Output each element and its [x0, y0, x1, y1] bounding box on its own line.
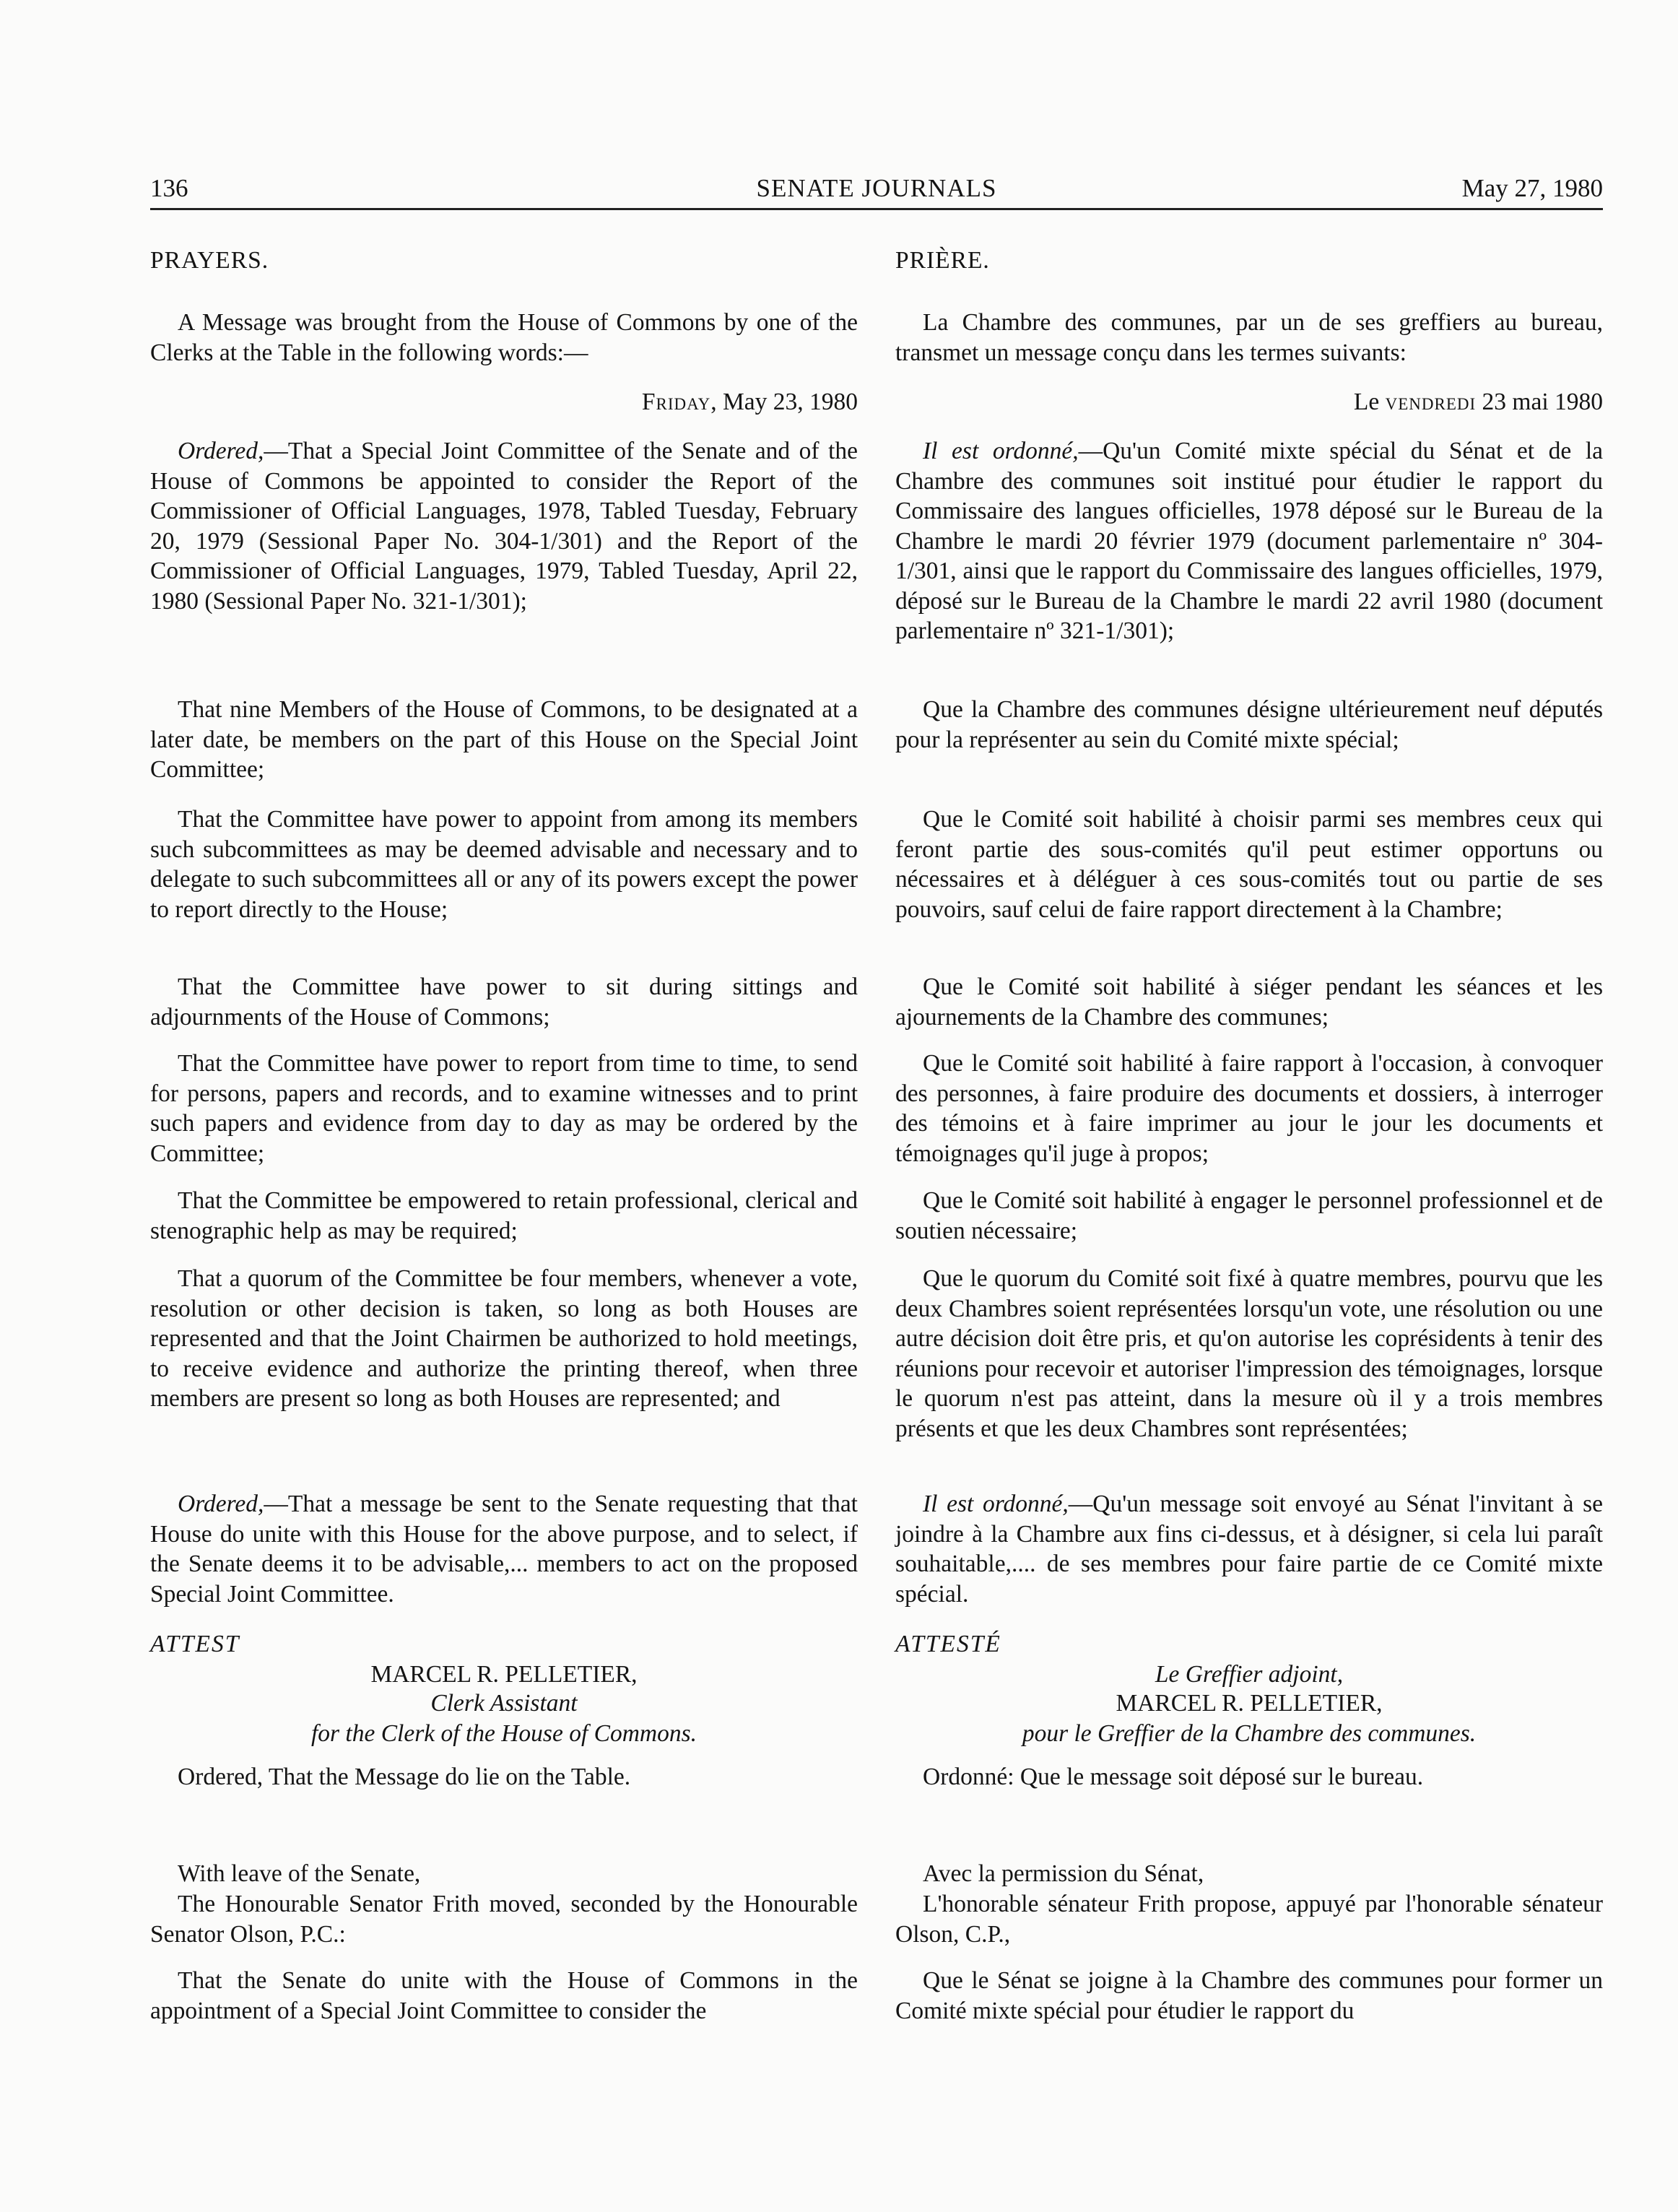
- message-intro-fr: La Chambre des communes, par un de ses greffiers au bureau, transmet un message conçu dans les termes suivants:: [895, 309, 1603, 366]
- attest-label-fr: ATTESTÉ: [895, 1631, 1001, 1657]
- ordered2-text: —That a message be sent to the Senate requesting that that House do unite with this House for the above purpose, and to select, if the Senate deems it to be advisable,... members to act on the proposed Special Joint Committee.: [150, 1491, 858, 1608]
- message-date-rest: , May 23, 1980: [710, 389, 858, 415]
- ordered-label-fr: Il est ordonné,: [923, 438, 1079, 464]
- ordered-table-fr: Ordonné: Que le message soit déposé sur le bureau.: [923, 1764, 1424, 1790]
- paragraph-quorum-fr: Que le quorum du Comité soit fixé à quatre membres, pourvu que les deux Chambres soient représentées lorsqu'un vote, une résolution ou une autre décision doit être pris, et qu'on autorise les coprésidents à tenir des réunions pour recevoir et autoriser l'impression des témoignages, lorsque le quorum n'est pas atteint, dans la mesure où il y a trois membres présents et que les deux Chambres sont représentées;: [895, 1265, 1603, 1442]
- page-header: [150, 170, 1603, 207]
- motion-text: That the Senate do unite with the House of Commons in the appointment of a Special Joint Committee to consider the: [150, 1967, 858, 2024]
- paragraph-quorum: That a quorum of the Committee be four members, whenever a vote, resolution or other decision is taken, so long as both Houses are represented and that the Joint Chairmen be authorized to hold meetings, to receive evidence and authorize the printing thereof, when three members are present so long as both Houses are represented; and: [150, 1265, 858, 1412]
- page-number: 136: [150, 174, 188, 202]
- message-date-day: Friday: [641, 389, 711, 415]
- ordered2-label: Ordered,: [178, 1491, 264, 1517]
- header-rule: [150, 208, 1603, 210]
- ordered-paragraph-fr: [895, 436, 1603, 646]
- message-date-prefix-fr: Le: [1353, 389, 1386, 415]
- paragraph-sit: That the Committee have power to sit during sittings and adjournments of the House of Commons;: [150, 973, 858, 1031]
- motion-moved: The Honourable Senator Frith moved, seconded by the Honourable Senator Olson, P.C.:: [150, 1891, 858, 1948]
- header-date: May 27, 1980: [1461, 174, 1603, 202]
- message-date-day-fr: vendredi: [1385, 389, 1477, 415]
- ordered-paragraph: [150, 436, 858, 616]
- ordered-text: —That a Special Joint Committee of the Senate and of the House of Commons be appointed to consider the Report of the Commissioner of Official Languages, 1978, Tabled Tuesday, February 20, 1979 (Sessional Paper No. 304-1/301) and the Report of the Commissioner of Official Languages, 1979, Tabled Tuesday, April 22, 1980 (Sessional Paper No. 321-1/301);: [150, 438, 858, 615]
- leave-of-senate-fr: Avec la permission du Sénat,: [923, 1860, 1204, 1887]
- paragraph-sit-fr: Que le Comité soit habilité à siéger pendant les séances et les ajournements de la Chambre des communes;: [895, 973, 1603, 1031]
- ordered2-text-fr: —Qu'un message soit envoyé au Sénat l'invitant à se joindre à la Chambre aux fins ci-dessus, et à désigner, si cela lui paraît souhaitable,.... de ses membres pour faire partie de ce Comité mixte spécial.: [895, 1491, 1603, 1608]
- signer-for: for the Clerk of the House of Commons.: [310, 1720, 697, 1747]
- motion-moved-fr: L'honorable sénateur Frith propose, appuyé par l'honorable sénateur Olson, C.P.,: [895, 1891, 1603, 1948]
- ordered-text-fr: —Qu'un Comité mixte spécial du Sénat et de la Chambre des communes soit institué pour étudier le rapport du Commissaire des langues officielles, 1978 déposé sur le Bureau de la Chambre le mardi 20 février 1979 (document parlementaire nº 304-1/301, ainsi que le rapport du Commissaire des langues officielles, 1979, déposé sur le Bureau de la Chambre le mardi 22 avril 1980 (document parlementaire nº 321-1/301);: [895, 438, 1603, 644]
- paragraph-retain: That the Committee be empowered to retain professional, clerical and stenographic help as may be required;: [150, 1187, 858, 1244]
- paragraph-report-fr: Que le Comité soit habilité à faire rapport à l'occasion, à convoquer des personnes, à faire produire des documents et dossiers, à interroger des témoins et à faire imprimer au jour le jour les documents et témoignages qu'il juge à propos;: [895, 1050, 1603, 1167]
- signer-title-fr: Le Greffier adjoint,: [1155, 1661, 1344, 1688]
- message-date-rest-fr: 23 mai 1980: [1476, 389, 1603, 415]
- journal-title: SENATE JOURNALS: [756, 174, 997, 202]
- signer-name-fr: MARCEL R. PELLETIER,: [1116, 1690, 1383, 1717]
- section-heading-fr: PRIÈRE.: [895, 247, 990, 274]
- ordered-label: Ordered,: [178, 438, 264, 464]
- paragraph-subcommittees: That the Committee have power to appoint from among its members such subcommittees as may be deemed advisable and necessary and to delegate to such subcommittees all or any of its powers except the power to report directly to the House;: [150, 806, 858, 923]
- paragraph-retain-fr: Que le Comité soit habilité à engager le personnel professionnel et de soutien nécessaire;: [895, 1187, 1603, 1244]
- motion-text-fr: Que le Sénat se joigne à la Chambre des communes pour former un Comité mixte spécial pour étudier le rapport du: [895, 1967, 1603, 2024]
- signer-for-fr: pour le Greffier de la Chambre des communes.: [1022, 1720, 1477, 1747]
- paragraph-nine-members-fr: Que la Chambre des communes désigne ultérieurement neuf députés pour la représenter au sein du Comité mixte spécial;: [895, 696, 1603, 753]
- attest-label: ATTEST: [150, 1631, 240, 1657]
- leave-of-senate: With leave of the Senate,: [178, 1860, 421, 1887]
- message-date: [150, 387, 887, 417]
- paragraph-report: That the Committee have power to report from time to time, to send for persons, papers and records, and to examine witnesses and to print such papers and evidence from day to day as may be ordered by the Committee;: [150, 1050, 858, 1167]
- section-heading: PRAYERS.: [150, 247, 269, 274]
- ordered-message-paragraph: [150, 1489, 858, 1609]
- signer-name: MARCEL R. PELLETIER,: [370, 1661, 638, 1688]
- paragraph-nine-members: That nine Members of the House of Commons, to be designated at a later date, be members on the part of this House on the Special Joint Committee;: [150, 696, 858, 783]
- paragraph-subcommittees-fr: Que le Comité soit habilité à choisir parmi ses membres ceux qui feront partie des sous-comités qu'il peut estimer opportuns ou nécessaires et à déléguer à ces sous-comités tout ou partie de ses pouvoirs, sauf celui de faire rapport directement à la Chambre;: [895, 806, 1603, 923]
- message-date-fr: [895, 387, 1632, 417]
- ordered-table: Ordered, That the Message do lie on the Table.: [178, 1764, 631, 1790]
- ordered-message-paragraph-fr: [895, 1489, 1603, 1609]
- message-intro: A Message was brought from the House of Commons by one of the Clerks at the Table in the following words:—: [150, 309, 858, 366]
- ordered2-label-fr: Il est ordonné,: [923, 1491, 1069, 1517]
- signer-title: Clerk Assistant: [430, 1690, 578, 1717]
